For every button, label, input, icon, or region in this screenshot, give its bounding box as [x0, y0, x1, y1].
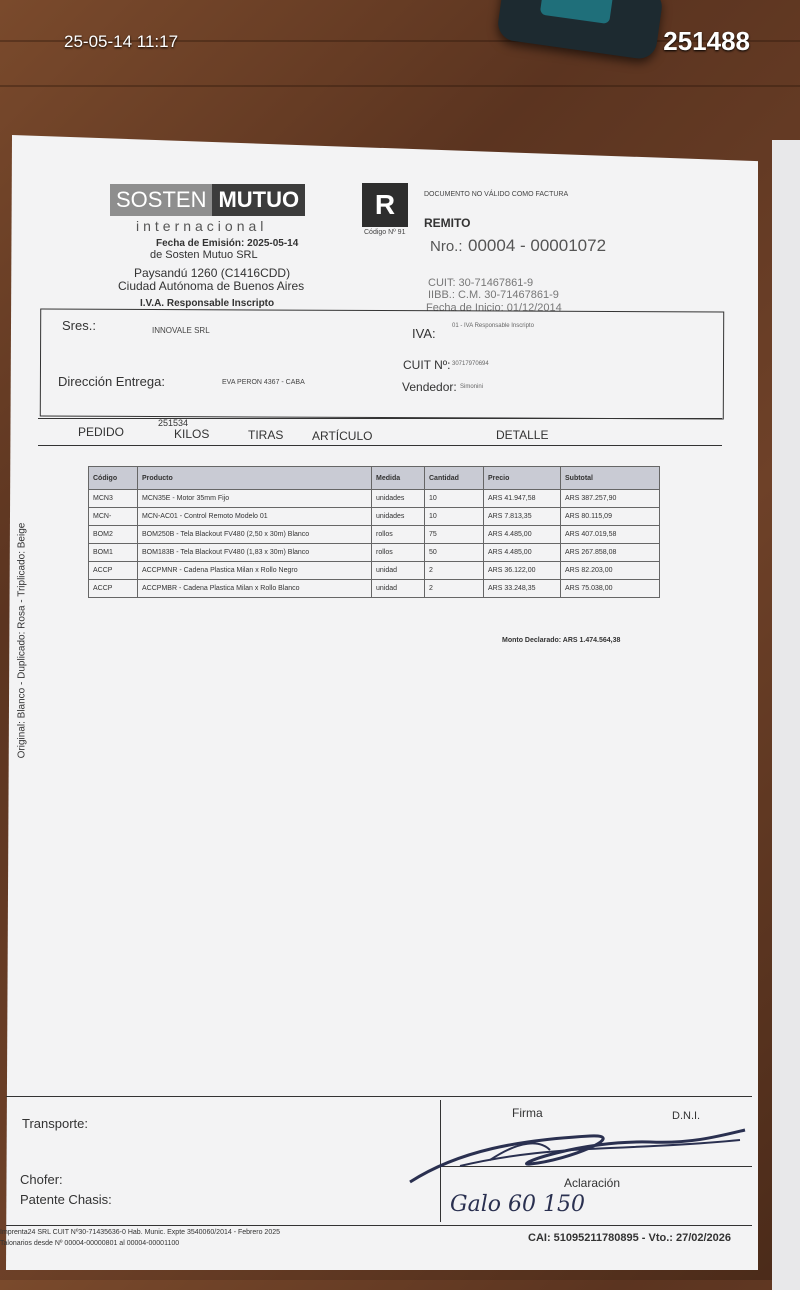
doc-number: 00004 - 00001072: [468, 236, 607, 255]
cell-codigo: ACCP: [89, 580, 138, 598]
th-precio: Precio: [484, 467, 561, 490]
printer-info: Imprenta24 SRL CUIT Nº30-71435636-0 Hab. Munic. Expte 3540060/2014 - Febrero 2025: [0, 1229, 281, 1236]
cell-producto: ACCPMNR - Cadena Plastica Milan x Rollo Negro: [138, 562, 372, 580]
cell-codigo: MCN-: [89, 508, 138, 526]
handwritten-name: Galo 60 150: [450, 1192, 585, 1217]
cell-subtotal: ARS 80.115,09: [561, 508, 660, 526]
company-logo: [110, 184, 302, 216]
cell-precio: ARS 41.947,58: [484, 490, 561, 508]
cell-precio: ARS 33.248,35: [484, 580, 561, 598]
cell-medida: rollos: [372, 544, 425, 562]
table-row: [89, 508, 660, 526]
cell-medida: unidades: [372, 490, 425, 508]
cell-medida: unidad: [372, 580, 425, 598]
background-paper: [772, 140, 800, 1290]
doc-type: REMITO: [424, 216, 471, 230]
items-header-row: [89, 467, 660, 490]
cell-subtotal: ARS 407.019,58: [561, 526, 660, 544]
handwritten-signature: [400, 1120, 750, 1192]
doc-number-label: Nro.:: [430, 238, 463, 255]
vendedor-label: Vendedor:: [402, 380, 457, 394]
cell-precio: ARS 4.485,00: [484, 544, 561, 562]
declared-total: Monto Declarado: ARS 1.474.564,38: [502, 637, 621, 644]
cell-cantidad: 2: [425, 562, 484, 580]
th-subtotal: Subtotal: [561, 467, 660, 490]
fecha-emision: Fecha de Emisión: 2025-05-14: [156, 238, 299, 249]
table-row: [89, 562, 660, 580]
direccion-label: Dirección Entrega:: [58, 374, 165, 389]
copies-legend: Original: Blanco - Duplicado: Rosa - Triplicado: Beige: [16, 522, 28, 759]
aclaracion-label: Aclaración: [564, 1176, 621, 1190]
codigo-number: Código Nº 91: [364, 229, 406, 236]
table-row: [89, 490, 660, 508]
company-address: Paysandú 1260 (C1416CDD): [134, 266, 291, 280]
patente-label: Patente Chasis:: [20, 1192, 112, 1207]
cuit-label: CUIT Nº:: [403, 358, 451, 372]
cell-precio: ARS 4.485,00: [484, 526, 561, 544]
cell-producto: MCN-AC01 - Control Remoto Modelo 01: [138, 508, 372, 526]
pedido-number: 251534: [158, 418, 189, 428]
columns-bar: [38, 418, 722, 446]
th-producto: Producto: [138, 467, 372, 490]
issuer-iibb: IIBB.: C.M. 30-71467861-9: [428, 289, 559, 301]
logo-bold-text: MUTUO: [212, 184, 305, 216]
chofer-label: Chofer:: [20, 1172, 63, 1187]
cell-subtotal: ARS 267.858,08: [561, 544, 660, 562]
document-letter: R: [362, 183, 408, 227]
cell-medida: unidades: [372, 508, 425, 526]
photo-timestamp: 25-05-14 11:17: [64, 32, 179, 51]
col-pedido: PEDIDO: [78, 425, 125, 439]
th-codigo: Código: [89, 467, 138, 490]
cell-subtotal: ARS 387.257,90: [561, 490, 660, 508]
logo-main-text: SOSTEN: [110, 184, 212, 216]
issuer-cuit: CUIT: 30-71467861-9: [428, 277, 534, 289]
cell-subtotal: ARS 75.038,00: [561, 580, 660, 598]
delivery-address: EVA PERON 4367 - CABA: [222, 379, 305, 386]
doc-validity-note: DOCUMENTO NO VÁLIDO COMO FACTURA: [424, 191, 569, 198]
transporte-label: Transporte:: [22, 1116, 88, 1131]
vendedor-name: Simonini: [460, 384, 484, 390]
client-box: [40, 309, 724, 420]
cell-medida: unidad: [372, 562, 425, 580]
cell-producto: BOM250B - Tela Blackout FV480 (2,50 x 30m) Blanco: [138, 526, 372, 544]
cell-producto: ACCPMBR - Cadena Plastica Milan x Rollo Blanco: [138, 580, 372, 598]
device-screen: [540, 0, 613, 24]
company-name: de Sosten Mutuo SRL: [150, 249, 258, 261]
photo-id: 251488: [663, 26, 750, 56]
cai-info: CAI: 51095211780895 - Vto.: 27/02/2026: [528, 1232, 732, 1244]
cell-codigo: MCN3: [89, 490, 138, 508]
logo-subtitle: internacional: [136, 218, 268, 234]
col-kilos: KILOS: [174, 427, 210, 441]
cell-producto: BOM183B - Tela Blackout FV480 (1,83 x 30m) Blanco: [138, 544, 372, 562]
col-tiras: TIRAS: [248, 428, 284, 442]
table-row: [89, 580, 660, 598]
start-date: Fecha de Inicio: 01/12/2014: [426, 302, 562, 314]
cell-precio: ARS 7.813,35: [484, 508, 561, 526]
cell-cantidad: 50: [425, 544, 484, 562]
cell-cantidad: 10: [425, 490, 484, 508]
cell-codigo: BOM2: [89, 526, 138, 544]
cell-subtotal: ARS 82.203,00: [561, 562, 660, 580]
dni-label: D.N.I.: [672, 1110, 701, 1122]
cell-medida: rollos: [372, 526, 425, 544]
company-city: Ciudad Autónoma de Buenos Aires: [118, 279, 305, 293]
iva-label: IVA:: [412, 326, 436, 341]
col-articulo: ARTÍCULO: [312, 429, 373, 443]
items-table: [88, 466, 660, 598]
company-iva: I.V.A. Responsable Inscripto: [140, 298, 275, 309]
th-cantidad: Cantidad: [425, 467, 484, 490]
wood-grain: [0, 85, 800, 87]
cell-codigo: BOM1: [89, 544, 138, 562]
sres-label: Sres.:: [62, 318, 96, 333]
cell-cantidad: 75: [425, 526, 484, 544]
client-iva: 01 - IVA Responsable Inscripto: [452, 323, 534, 329]
cell-producto: MCN35E - Motor 35mm Fijo: [138, 490, 372, 508]
cell-codigo: ACCP: [89, 562, 138, 580]
cell-precio: ARS 36.122,00: [484, 562, 561, 580]
th-medida: Medida: [372, 467, 425, 490]
table-row: [89, 526, 660, 544]
cell-cantidad: 10: [425, 508, 484, 526]
col-detalle: DETALLE: [496, 428, 549, 442]
calculator-device: [496, 0, 664, 61]
client-name: INNOVALE SRL: [152, 326, 210, 335]
firma-label: Firma: [512, 1106, 543, 1120]
talonarios-info: Talonarios desde Nº 00004-00000801 al 00004-00001100: [0, 1240, 180, 1247]
table-row: [89, 544, 660, 562]
client-cuit: 30717970694: [452, 361, 489, 367]
cell-cantidad: 2: [425, 580, 484, 598]
